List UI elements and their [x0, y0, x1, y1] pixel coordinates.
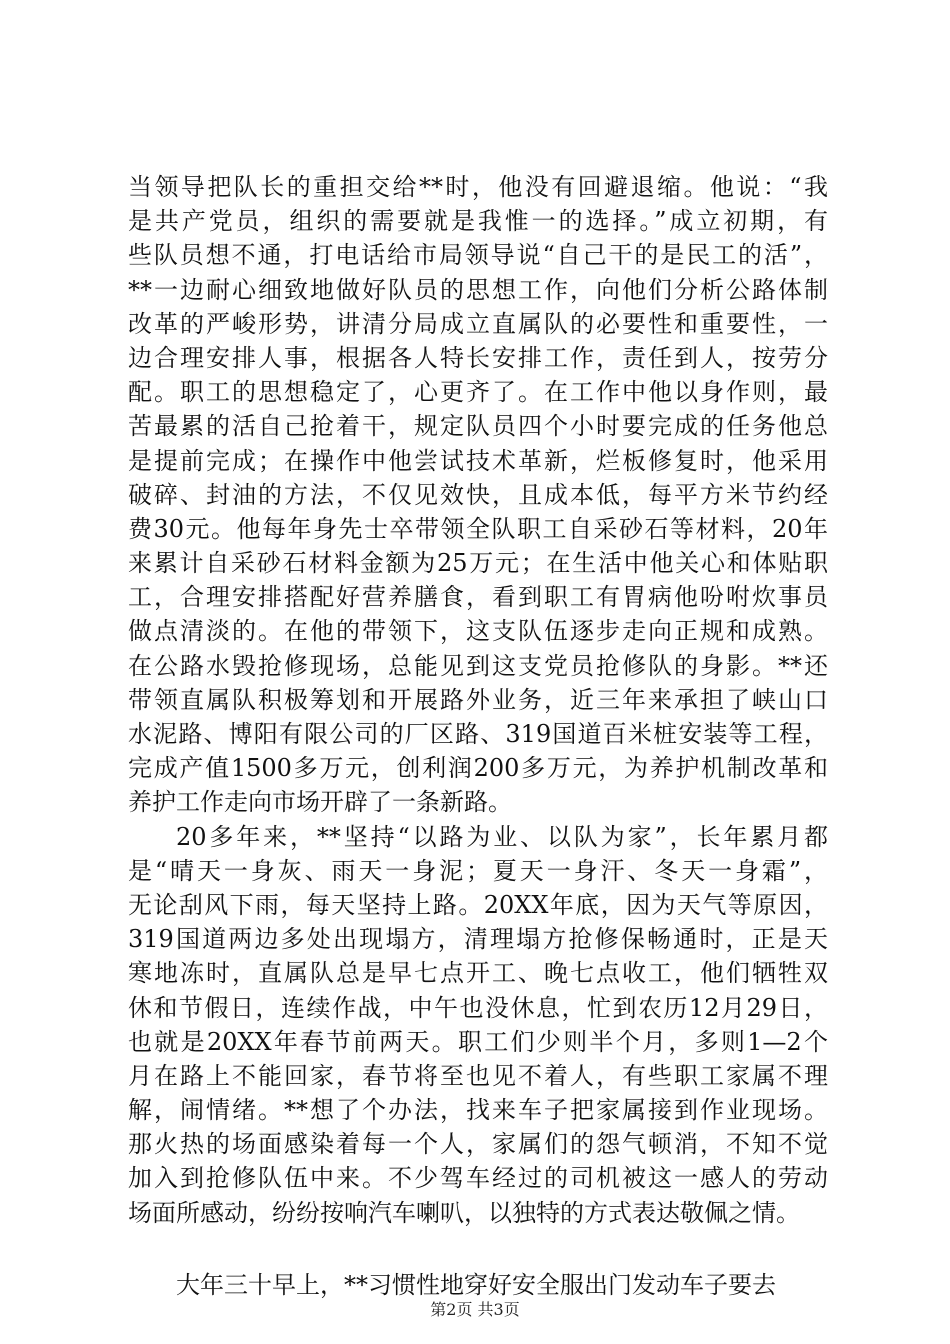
text-line: 月在路上不能回家，春节将至也见不着人，有些职工家属不理 — [128, 1061, 828, 1090]
paragraph-3 — [128, 1268, 828, 1302]
text-line: 边合理安排人事，根据各人特长安排工作，责任到人，按劳分 — [128, 343, 828, 372]
text-line: 水泥路、博阳有限公司的厂区路、319国道百米桩安装等工程， — [128, 720, 828, 748]
document-body — [128, 170, 828, 1302]
text-line: 些队员想不通，打电话给市局领导说“自己干的是民工的活”， — [128, 241, 828, 270]
text-line: 带领直属队积极筹划和开展路外业务，近三年来承担了峡山口 — [128, 685, 828, 714]
text-line: 是“晴天一身灰、雨天一身泥；夏天一身汗、冬天一身霜”， — [128, 856, 828, 885]
text-line: 是提前完成；在操作中他尝试技术革新，烂板修复时，他采用 — [128, 446, 828, 475]
text-line: 在公路水毁抢修现场，总能见到这支党员抢修队的身影。**还 — [128, 651, 828, 680]
paragraph-1 — [128, 170, 828, 820]
paragraph-2 — [128, 820, 828, 1230]
text-line: 大年三十早上，**习惯性地穿好安全服出门发动车子要去 — [176, 1270, 776, 1299]
text-line: 解，闹情绪。**想了个办法，找来车子把家属接到作业现场。 — [128, 1096, 828, 1125]
text-line: 也就是20XX年春节前两天。职工们少则半个月，多则1—2个 — [128, 1027, 828, 1056]
text-line: 配。职工的思想稳定了，心更齐了。在工作中他以身作则，最 — [128, 378, 828, 407]
text-line: 做点清淡的。在他的带领下，这支队伍逐步走向正规和成熟。 — [128, 617, 828, 646]
text-line: 20多年来，**坚持“以路为业、以队为家”，长年累月都 — [176, 822, 828, 851]
text-line: 无论刮风下雨，每天坚持上路。20XX年底，因为天气等原因， — [128, 890, 828, 919]
text-line: 工，合理安排搭配好营养膳食，看到职工有胃病他吩咐炊事员 — [128, 583, 828, 612]
text-line: 费30元。他每年身先士卒带领全队职工自采砂石等材料，20年 — [128, 514, 828, 543]
text-line: 那火热的场面感染着每一个人，家属们的怨气顿消，不知不觉 — [128, 1130, 828, 1159]
text-line: 加入到抢修队伍中来。不少驾车经过的司机被这一感人的劳动 — [128, 1164, 828, 1193]
page-footer: 第2页 共3页 — [430, 1300, 520, 1319]
text-line: 养护工作走向市场开辟了一条新路。 — [128, 788, 512, 817]
text-line: **一边耐心细致地做好队员的思想工作，向他们分析公路体制 — [128, 275, 828, 304]
text-line: 苦最累的活自己抢着干，规定队员四个小时要完成的任务他总 — [128, 412, 828, 441]
text-line: 319国道两边多处出现塌方，清理塌方抢修保畅通时，正是天 — [128, 925, 828, 954]
text-line: 是共产党员，组织的需要就是我惟一的选择。”成立初期，有 — [128, 207, 828, 236]
text-line: 破碎、封油的方法，不仅见效快，且成本低，每平方米节约经 — [128, 480, 828, 509]
paragraph-gap — [128, 1230, 828, 1268]
text-line: 来累计自采砂石材料金额为25万元；在生活中他关心和体贴职 — [128, 549, 828, 578]
text-line: 完成产值1500多万元，创利润200多万元，为养护机制改革和 — [128, 754, 828, 783]
text-line: 寒地冻时，直属队总是早七点开工、晚七点收工，他们牺牲双 — [128, 959, 828, 988]
text-line: 改革的严峻形势，讲清分局成立直属队的必要性和重要性，一 — [128, 309, 828, 338]
text-line: 当领导把队长的重担交给**时，他没有回避退缩。他说：“我 — [128, 173, 828, 201]
text-line: 休和节假日，连续作战，中午也没休息，忙到农历12月29日， — [128, 993, 828, 1022]
text-line: 场面所感动，纷纷按响汽车喇叭，以独特的方式表达敬佩之情。 — [128, 1198, 800, 1227]
